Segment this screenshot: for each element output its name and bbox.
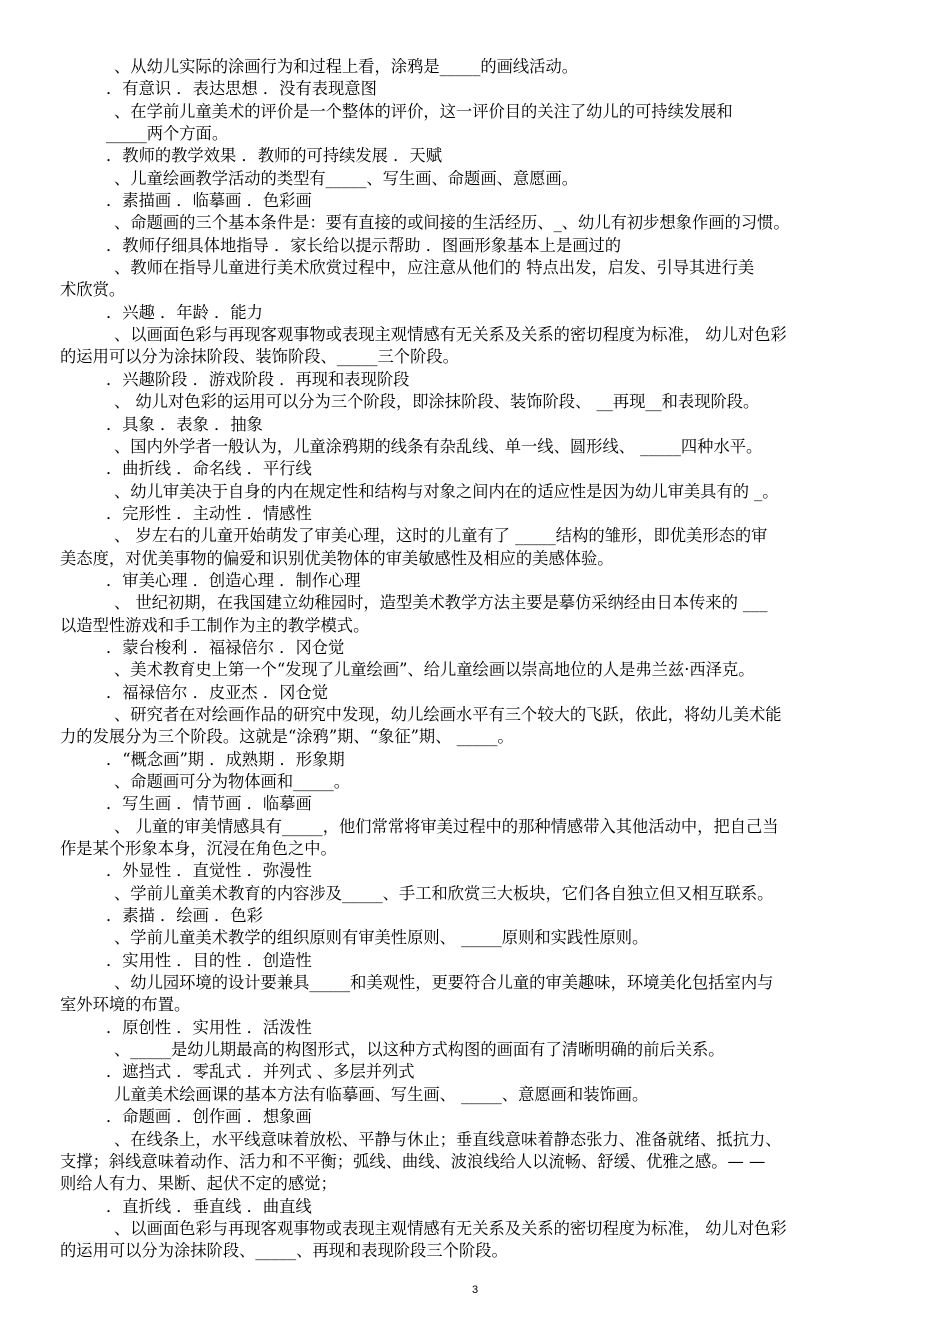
question-line: 、儿童绘画教学活动的类型有_____、写生画、命题画、意愿画。 xyxy=(114,168,579,188)
answer-options: _____两个方面。 xyxy=(106,124,229,144)
question-line: 、研究者在对绘画作品的研究中发现，幼儿绘画水平有三个较大的飞跃，依此，将幼儿美术能 xyxy=(114,704,782,724)
answer-options: ．实用性 ．目的性 ．创造性 xyxy=(106,950,312,970)
question-line: 、在线条上，水平线意味着放松、平静与休止；垂直线意味着静态张力、准备就绪、抵抗力、 xyxy=(114,1129,782,1149)
answer-options: ．教师仔细具体地指导 ．家长给以提示帮助 ．图画形象基本上是画过的 xyxy=(106,235,622,255)
question-line: 、从幼儿实际的涂画行为和过程上看，涂鸦是_____的画线活动。 xyxy=(114,57,579,76)
answer-options: ．曲折线 ．命名线 ．平行线 xyxy=(106,459,312,479)
answer-options: ．直折线 ．垂直线 ．曲直线 xyxy=(106,1196,312,1216)
question-continuation: 力的发展分为三个阶段。这就是“涂鸦”期、“象征”期、 _____。 xyxy=(60,727,514,747)
question-line: 、国内外学者一般认为，儿童涂鸦期的线条有杂乱线、单一线、圆形线、 _____四种水平。 xyxy=(114,436,763,456)
question-line: 、以画面色彩与再现客观事物或表现主观情感有无关系及关系的密切程度为标准， 幼儿对色彩 xyxy=(114,1218,787,1238)
answer-options: ．素描画 ．临摹画 ．色彩画 xyxy=(106,191,312,211)
question-continuation: 则给人有力、果断、起伏不定的感觉； xyxy=(60,1174,337,1194)
question-continuation: 以造型性游戏和手工制作为主的教学模式。 xyxy=(60,615,370,635)
answer-options: ．审美心理 ．创造心理 ．制作心理 xyxy=(106,570,361,590)
answer-options: ．命题画 ．创作画 ．想象画 xyxy=(106,1107,312,1127)
question-line: 、在学前儿童美术的评价是一个整体的评价，这一评价目的关注了幼儿的可持续发展和 xyxy=(114,101,733,121)
question-continuation: 的运用可以分为涂抹阶段、装饰阶段、_____三个阶段。 xyxy=(60,347,459,367)
question-line: 、以画面色彩与再现客观事物或表现主观情感有无关系及关系的密切程度为标准， 幼儿对色彩 xyxy=(114,325,787,345)
question-line: 、 儿童的审美情感具有_____，他们常常将审美过程中的那种情感带入其他活动中，把自己当 xyxy=(114,816,779,836)
answer-options: ．兴趣 ．年龄 ．能力 xyxy=(106,302,263,322)
answer-options: ．写生画 ．情节画 ．临摹画 xyxy=(106,794,312,814)
answer-options: ．有意识 ．表达思想 ．没有表现意图 xyxy=(106,79,377,99)
answer-options: ．原创性 ．实用性 ．活泼性 xyxy=(106,1017,312,1037)
question-continuation: 的运用可以分为涂抹阶段、_____、再现和表现阶段三个阶段。 xyxy=(60,1241,508,1261)
answer-options: ．完形性 ．主动性 ．情感性 xyxy=(106,503,312,523)
question-line: 、 岁左右的儿童开始萌发了审美心理，这时的儿童有了 _____结构的雏形，即优美形态的审 xyxy=(114,526,768,546)
answer-options: ．教师的教学效果 ．教师的可持续发展 ．天赋 xyxy=(106,146,442,166)
answer-options: ．“概念画”期 ．成熟期 ．形象期 xyxy=(106,749,345,769)
question-line: 、幼儿审美决于自身的内在规定性和结构与对象之间内在的适应性是因为幼儿审美具有的 _。 xyxy=(114,481,779,501)
document-body xyxy=(60,56,890,1263)
answer-options: ．遮挡式 ．零乱式 ．并列式 、多层并列式 xyxy=(106,1062,415,1082)
question-continuation: 支撑；斜线意味着动作、活力和不平衡；弧线、曲线、波浪线给人以流畅、舒缓、优雅之感。— — xyxy=(60,1151,766,1171)
answer-options: ．蒙台梭利 ．福禄倍尔 ．冈仓觉 xyxy=(106,637,345,657)
question-continuation: 美态度，对优美事物的偏爱和识别优美物体的审美敏感性及相应的美感体验。 xyxy=(60,548,614,568)
question-line: 、学前儿童美术教育的内容涉及_____、手工和欣赏三大板块，它们各自独立但又相互联系。 xyxy=(114,883,774,903)
answer-options: ．外显性 ．直觉性 ．弥漫性 xyxy=(106,861,312,881)
question-line: 儿童美术绘画课的基本方法有临摹画、写生画、 _____、意愿画和装饰画。 xyxy=(114,1084,649,1104)
question-line: 、教师在指导儿童进行美术欣赏过程中，应注意从他们的 特点出发，启发、引导其进行美 xyxy=(114,258,755,278)
question-line: 、幼儿园环境的设计要兼具_____和美观性，更要符合儿童的审美趣味，环境美化包括室内与 xyxy=(114,973,774,993)
answer-options: ．兴趣阶段 ．游戏阶段 ．再现和表现阶段 xyxy=(106,369,410,389)
question-line: 、 幼儿对色彩的运用可以分为三个阶段，即涂抹阶段、装饰阶段、 __再现__和表现阶段。 xyxy=(114,392,760,412)
answer-options: ．福禄倍尔 ．皮亚杰 ．冈仓觉 xyxy=(106,682,329,702)
question-line: 、命题画可分为物体画和_____。 xyxy=(114,772,351,791)
page-number: 3 xyxy=(471,1284,479,1296)
question-line: 、 世纪初期，在我国建立幼稚园时，造型美术教学方法主要是摹仿采纳经由日本传来的 ___ xyxy=(114,593,768,613)
question-line: 、_____是幼儿期最高的构图形式，以这种方式构图的画面有了清晰明确的前后关系。 xyxy=(114,1040,725,1060)
answer-options: ．素描 ．绘画 ．色彩 xyxy=(106,906,263,926)
question-line: 、美术教育史上第一个“发现了儿童绘画”、给儿童绘画以崇高地位的人是弗兰兹·西泽克。 xyxy=(114,660,755,680)
question-continuation: 作是某个形象本身，沉浸在角色之中。 xyxy=(60,839,337,859)
question-line: 、命题画的三个基本条件是：要有直接的或间接的生活经历、_、幼儿有初步想象作画的习惯。 xyxy=(114,213,790,233)
question-continuation: 室外环境的布置。 xyxy=(60,995,191,1015)
question-line: 、学前儿童美术教学的组织原则有审美性原则、 _____原则和实践性原则。 xyxy=(114,928,649,948)
question-continuation: 术欣赏。 xyxy=(60,280,126,300)
answer-options: ．具象 ．表象 ．抽象 xyxy=(106,414,263,434)
